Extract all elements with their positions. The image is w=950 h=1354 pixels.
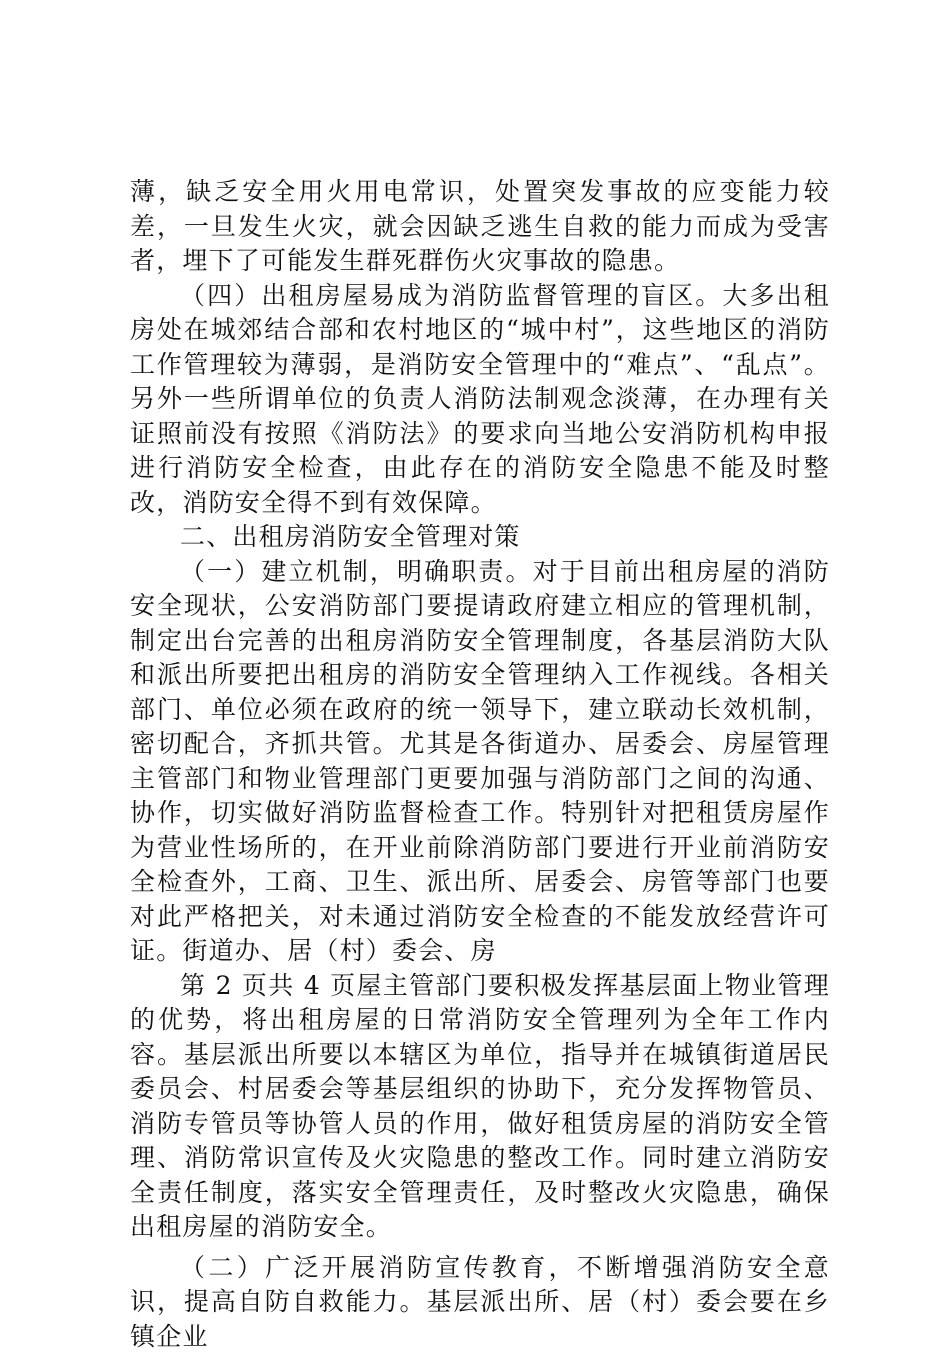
paragraph-establish-mechanism: （一）建立机制，明确职责。对于目前出租房屋的消防安全现状，公安消防部门要提请政府建立相应的管理机制，制定出台完善的出租房消防安全管理制度，各基层消防大队和派出所要把出租房的消防安全管理纳入工作视线。各相关部门、单位必须在政府的统一领导下，建立联动长效机制，密切配合，齐抓共管。尤其是各街道办、居委会、房屋管理主管部门和物业管理部门更要加强与消防部门之间的沟通、协作，切实做好消防监督检查工作。特别针对把租赁房屋作为营业性场所的，在开业前除消防部门要进行开业前消防安全检查外，工商、卫生、派出所、居委会、房管等部门也要对此严格把关，对未通过消防安全检查的不能发放经营许可证。街道办、居（村）委会、房 xyxy=(130,555,830,969)
paragraph-publicity-education: （二）广泛开展消防宣传教育，不断增强消防安全意识，提高自防自救能力。基层派出所、居（村）委会要在乡镇企业 xyxy=(130,1251,830,1354)
paragraph-continuation: 薄，缺乏安全用火用电常识，处置突发事故的应变能力较差，一旦发生火灾，就会因缺乏逃生自救的能力而成为受害者，埋下了可能发生群死群伤火灾事故的隐患。 xyxy=(130,175,830,279)
document-body xyxy=(130,175,830,1354)
paragraph-section-four: （四）出租房屋易成为消防监督管理的盲区。大多出租房处在城郊结合部和农村地区的“城中村”，这些地区的消防工作管理较为薄弱，是消防安全管理中的“难点”、“乱点”。另外一些所谓单位的负责人消防法制观念淡薄，在办理有关证照前没有按照《消防法》的要求向当地公安消防机构申报进行消防安全检查，由此存在的消防安全隐患不能及时整改，消防安全得不到有效保障。 xyxy=(130,279,830,521)
section-heading-countermeasures: 二、出租房消防安全管理对策 xyxy=(130,520,830,555)
paragraph-page-break-continuation: 第 2 页共 4 页屋主管部门要积极发挥基层面上物业管理的优势，将出租房屋的日常消防安全管理列为全年工作内容。基层派出所要以本辖区为单位，指导并在城镇街道居民委员会、村居委会等基层组织的协助下，充分发挥物管员、消防专管员等协管人员的作用，做好租赁房屋的消防安全管理、消防常识宣传及火灾隐患的整改工作。同时建立消防安全责任制度，落实安全管理责任，及时整改火灾隐患，确保出租房屋的消防安全。 xyxy=(130,969,830,1245)
